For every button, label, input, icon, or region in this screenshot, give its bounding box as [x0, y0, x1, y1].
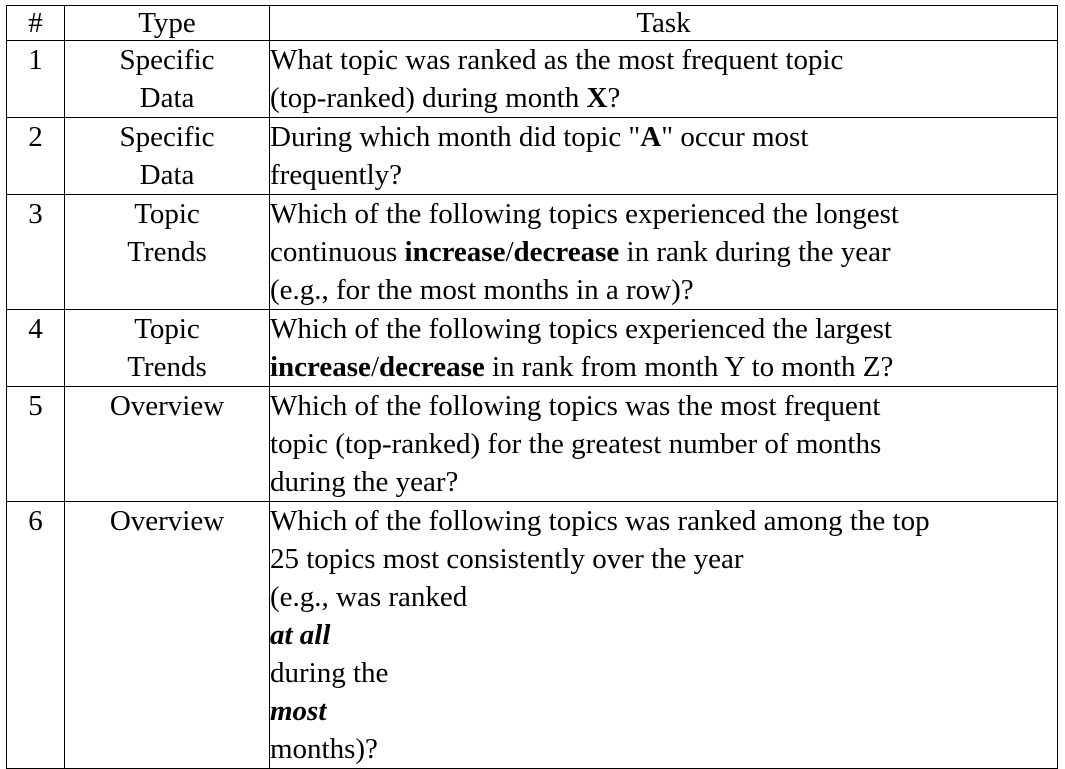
task-emphasis-bold-italic: at all [270, 619, 331, 651]
task-line [270, 463, 1057, 501]
task-line [270, 310, 1057, 348]
task-text: / [370, 351, 379, 383]
task-line [270, 425, 1057, 463]
task-text: months)? [270, 733, 378, 765]
task-type [65, 387, 270, 502]
task-table [6, 5, 1058, 769]
task-emphasis-bold: increase [404, 236, 506, 268]
task-text: During which month did topic " [270, 121, 641, 153]
task-text: frequently? [270, 159, 403, 191]
header-task: Task [270, 6, 1058, 41]
row-number: 2 [7, 118, 65, 195]
task-text: topic (top-ranked) for the greatest number of months [270, 428, 882, 460]
task-text: " occur most [661, 121, 809, 153]
task-line [270, 578, 1057, 768]
task-line [270, 348, 1057, 386]
task-text: / [505, 236, 514, 268]
task-text: What topic was ranked as the most frequent topic [270, 44, 844, 76]
task-type-line: Trends [127, 236, 207, 268]
task-emphasis-bold: X [586, 82, 608, 114]
task-type-line: Topic [134, 313, 200, 345]
table-row [7, 387, 1058, 502]
task-type-line: Specific [119, 121, 215, 153]
task-emphasis-bold: increase [270, 351, 371, 383]
task-type-line: Trends [127, 351, 207, 383]
task-type [65, 502, 270, 769]
table-body [7, 41, 1058, 769]
header-num: # [7, 6, 65, 41]
task-type-line: Specific [119, 44, 215, 76]
table-row [7, 310, 1058, 387]
task-type-line: Overview [109, 505, 225, 537]
task-emphasis-bold: decrease [513, 236, 620, 268]
task-type [65, 195, 270, 310]
task-description [270, 310, 1058, 387]
task-type-line: Data [139, 159, 195, 191]
task-line [270, 540, 1057, 578]
task-line [270, 79, 1057, 117]
task-line [270, 502, 1057, 540]
header-row [7, 6, 1058, 41]
task-text: ? [607, 82, 621, 114]
task-text: Which of the following topics experienced the longest [270, 198, 899, 230]
task-type [65, 118, 270, 195]
task-description [270, 118, 1058, 195]
task-description [270, 41, 1058, 118]
task-emphasis-bold: A [640, 121, 662, 153]
row-number: 3 [7, 195, 65, 310]
task-type [65, 310, 270, 387]
task-text: 25 topics most consistently over the year [270, 543, 744, 575]
row-number: 1 [7, 41, 65, 118]
task-text: during the [270, 657, 389, 689]
table-row [7, 118, 1058, 195]
task-line [270, 233, 1057, 271]
task-text: Which of the following topics was ranked among the top [270, 505, 930, 537]
table-row [7, 502, 1058, 769]
task-line [270, 195, 1057, 233]
task-type-line: Overview [109, 390, 225, 422]
task-text: (e.g., for the most months in a row)? [270, 274, 694, 306]
task-emphasis-bold-italic: most [270, 695, 327, 727]
row-number: 6 [7, 502, 65, 769]
task-text: in rank from month Y to month Z? [484, 351, 894, 383]
task-description [270, 502, 1058, 769]
table-row [7, 41, 1058, 118]
task-line [270, 41, 1057, 79]
task-emphasis-bold: decrease [379, 351, 485, 383]
task-line [270, 387, 1057, 425]
task-line [270, 118, 1057, 156]
task-text: (top-ranked) during month [270, 82, 587, 114]
task-text: Which of the following topics was the most frequent [270, 390, 881, 422]
task-text: continuous [270, 236, 405, 268]
task-type-line: Data [139, 82, 195, 114]
task-description [270, 195, 1058, 310]
task-line [270, 271, 1057, 309]
task-type [65, 41, 270, 118]
task-line [270, 156, 1057, 194]
task-text: in rank during the year [619, 236, 891, 268]
task-description [270, 387, 1058, 502]
task-type-line: Topic [134, 198, 200, 230]
task-text: during the year? [270, 466, 459, 498]
task-text: (e.g., was ranked [270, 581, 468, 613]
table-row [7, 195, 1058, 310]
row-number: 4 [7, 310, 65, 387]
row-number: 5 [7, 387, 65, 502]
header-type: Type [65, 6, 270, 41]
task-text: Which of the following topics experienced the largest [270, 313, 892, 345]
